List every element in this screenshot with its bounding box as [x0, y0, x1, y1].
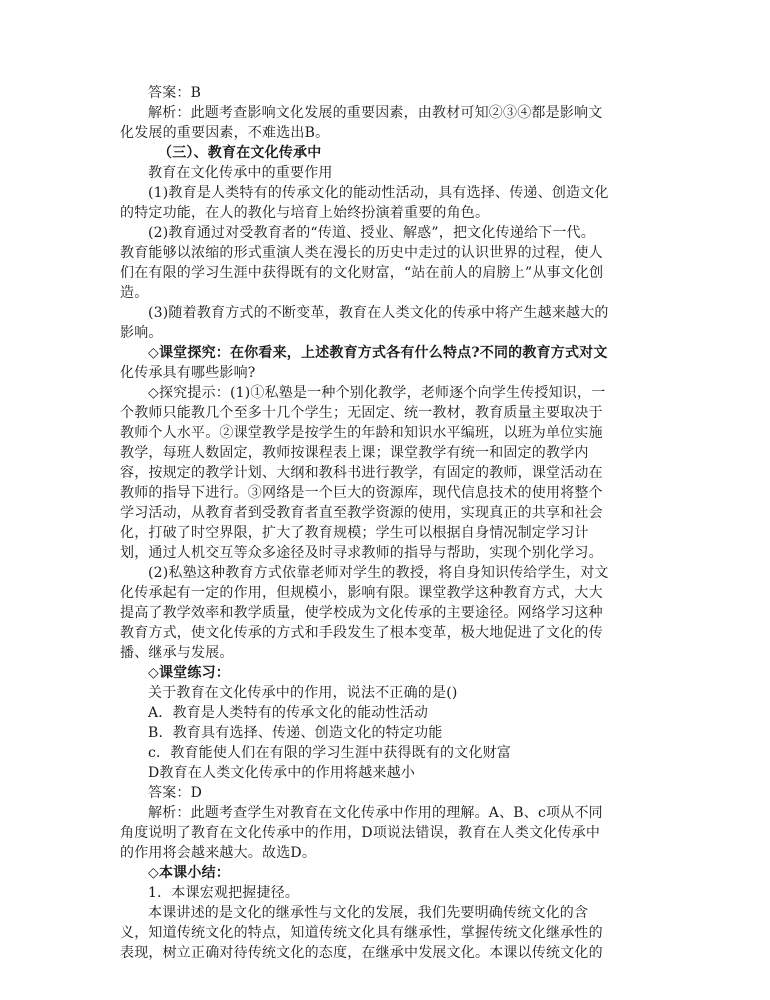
paragraph-line: 们在有限的学习生涯中获得既有的文化财富，“站在前人的肩膀上”从事文化创 [120, 265, 604, 281]
summary-item: 1．本课宏观把握捷径。 [148, 885, 300, 901]
hint-line: ◇探究提示：(1)①私塾是一种个别化教学，老师逐个向学生传授知识，一 [148, 385, 606, 401]
paragraph-line: 造。 [120, 285, 149, 301]
paragraph-line: 教师的指导下进行。③网络是一个巨大的资源库，现代信息技术的使用将整个 [120, 485, 603, 501]
paragraph-line: 的特定功能，在人的教化与培育上始终扮演着重要的角色。 [120, 205, 490, 221]
paragraph-line: 播、继承与发展。 [120, 645, 234, 661]
practice-heading: ◇课堂练习： [148, 665, 230, 681]
paragraph-line: (2)私塾这种教育方式依靠老师对学生的教授，将自身知识传给学生，对文 [148, 565, 609, 581]
paragraph-line: 个教师只能教几个至多十几个学生；无固定、统一教材，教育质量主要取决于 [120, 405, 603, 421]
document-body [120, 83, 658, 963]
paragraph-line: 提高了教学效率和教学质量，使学校成为文化传承的主要途径。网络学习这种 [120, 605, 603, 621]
question-line: 关于教育在文化传承中的作用，说法不正确的是() [148, 685, 458, 701]
paragraph-line: 教学，每班人数固定，教师按课程表上课；课堂教学有统一和固定的教学内 [120, 445, 589, 461]
paragraph-line: (1)教育是人类特有的传承文化的能动性活动，具有选择、传递、创造文化 [148, 185, 609, 201]
analysis-line: 化发展的重要因素，不难选出B。 [120, 125, 330, 141]
subheading: 教育在文化传承中的重要作用 [148, 165, 333, 181]
paragraph-line: 划，通过人机交互等众多途径及时寻求教师的指导与帮助，实现个别化学习。 [120, 545, 603, 561]
option-a: A．教育是人类特有的传承文化的能动性活动 [148, 705, 429, 721]
paragraph-line: 影响。 [120, 325, 163, 341]
paragraph-line: 教育能够以浓缩的形式重演人类在漫长的历史中走过的认识世界的过程，使人 [120, 245, 603, 261]
paragraph-line: 义，知道传统文化的特点，知道传统文化具有继承性，掌握传统文化继承性的 [120, 925, 603, 941]
paragraph-line: 容，按规定的教学计划、大纲和教科书进行教学，有固定的教师，课堂活动在 [120, 465, 603, 481]
section-heading: （三）、教育在文化传承中 [158, 145, 322, 161]
inquiry-heading: ◇课堂探究：在你看来，上述教育方式各有什么特点?不同的教育方式对文 [148, 345, 608, 361]
paragraph-line: 化传承具有哪些影响? [120, 365, 256, 381]
analysis-line: 的作用将会越来越大。故选D。 [120, 845, 317, 861]
answer-line: 答案：D [148, 785, 203, 801]
option-c: c．教育能使人们在有限的学习生涯中获得既有的文化财富 [148, 745, 512, 761]
analysis-line: 解析：此题考查影响文化发展的重要因素，由教材可知②③④都是影响文 [148, 105, 603, 121]
analysis-line: 角度说明了教育在文化传承中的作用，D项说法错误，教育在人类文化传承中 [120, 825, 601, 841]
answer-line: 答案：B [148, 85, 202, 101]
paragraph-line: (3)随着教育方式的不断变革，教育在人类文化的传承中将产生越来越大的 [148, 305, 609, 321]
option-d: D教育在人类文化传承中的作用将越来越小 [148, 765, 416, 781]
option-b: B．教育具有选择、传递、创造文化的特定功能 [148, 725, 443, 741]
paragraph-line: 教师个人水平。②课堂教学是按学生的年龄和知识水平编班，以班为单位实施 [120, 425, 603, 441]
paragraph-line: (2)教育通过对受教育者的“传道、授业、解惑”，把文化传递给下一代。 [148, 225, 595, 241]
analysis-line: 解析：此题考查学生对教育在文化传承中作用的理解。A、B、c项从不同 [148, 805, 603, 821]
paragraph-line: 化传承起有一定的作用，但规模小，影响有限。课堂教学这种教育方式，大大 [120, 585, 603, 601]
paragraph-line: 学习活动，从教育者到受教育者直至教学资源的使用，实现真正的共享和社会 [120, 505, 603, 521]
summary-heading: ◇本课小结： [148, 865, 230, 881]
paragraph-line: 教育方式，使文化传承的方式和手段发生了根本变革，极大地促进了文化的传 [120, 625, 603, 641]
paragraph-line: 表现，树立正确对待传统文化的态度，在继承中发展文化。本课以传统文化的 [120, 945, 603, 961]
paragraph-line: 本课讲述的是文化的继承性与文化的发展，我们先要明确传统文化的含 [148, 905, 589, 921]
paragraph-line: 化，打破了时空界限，扩大了教育规模；学生可以根据自身情况制定学习计 [120, 525, 589, 541]
